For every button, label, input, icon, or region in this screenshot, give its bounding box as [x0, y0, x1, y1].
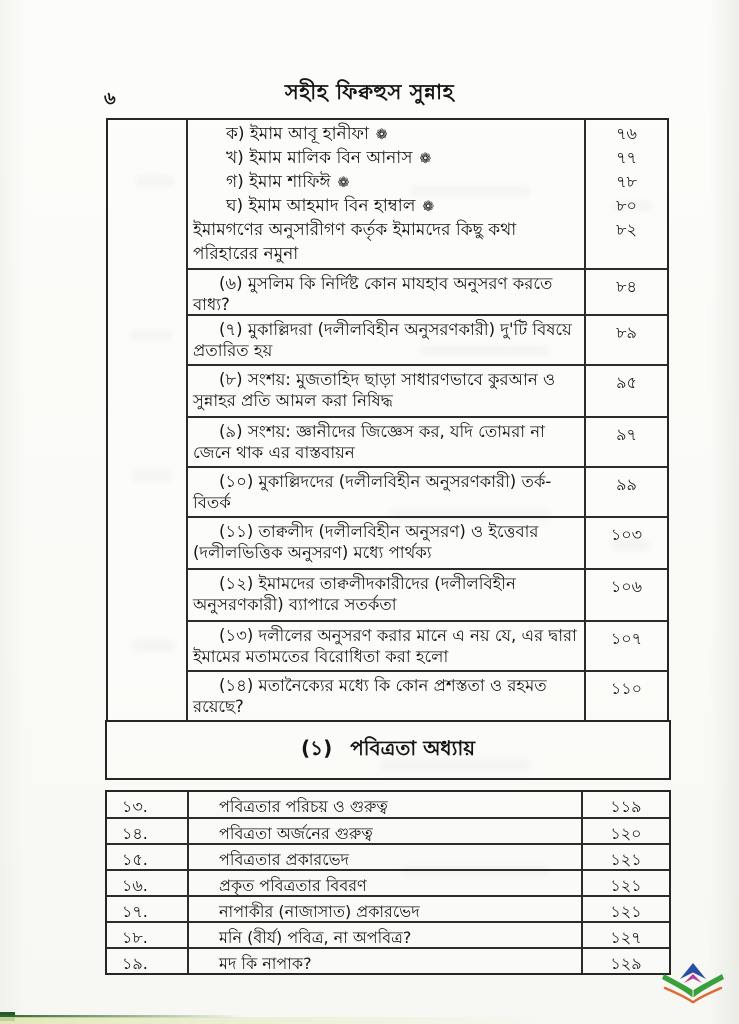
toc-entry-page: ১১০	[610, 679, 643, 698]
toc-entry	[188, 194, 584, 218]
toc-entry	[188, 122, 584, 146]
toc-entry-text: (৮) সংশয়: মুজতাহিদ ছাড়া সাধারণভাবে কুরআন ও সুন্নাহর প্রতি আমল করা নিষিদ্ধ	[188, 366, 586, 416]
toc-entry-text: ক) ইমাম আবূ হানীফা	[226, 124, 369, 144]
toc-entry-page: ৯৭	[616, 425, 637, 444]
imam-group-content	[188, 120, 586, 268]
toc-entry-serial: ১৮.	[107, 923, 189, 947]
chapter-heading-box	[105, 720, 671, 780]
toc-entry-text: (১৩) দলীলের অনুসরণ করার মানে এ নয় যে, এর দ্বারা ইমামের মতামতের বিরোধিতা করা হলো	[188, 622, 586, 670]
toc-entry-serial: ১৪.	[107, 819, 189, 843]
toc-entry-text: (৬) মুসলিম কি নির্দিষ্ট কোন মাযহাব অনুসরণ করতে বাধ্য?	[188, 270, 586, 314]
toc-entry-text: নাপাকীর (নাজাসাত) প্রকারভেদ	[189, 897, 583, 921]
toc-row	[188, 670, 667, 720]
toc-row	[107, 869, 669, 895]
toc-entry-serial: ১৯.	[107, 949, 189, 973]
toc-entry-page: ৭৭	[616, 148, 637, 167]
toc-row	[107, 792, 669, 817]
toc-entry-text: পবিত্রতা অর্জনের গুরুত্ব	[189, 819, 583, 843]
toc-top-rows	[188, 120, 667, 720]
toc-row	[188, 466, 667, 516]
rahimahullah-mark-icon: ❁	[337, 175, 350, 191]
scan-edge-artifact	[0, 1017, 720, 1024]
toc-entry-text: ইমামগণের অনুসারীগণ কর্তৃক ইমামদের কিছু কথা পরিহারের নমুনা	[193, 220, 517, 264]
toc-entry-page: ৮৯	[616, 323, 637, 342]
toc-entry-text: (১২) ইমামদের তাক্বলীদকারীদের (দলীলবিহীন অনুসরণকারী) ব্যাপারে সতর্কতা	[188, 570, 586, 620]
toc-entry-page: ১২১	[610, 850, 642, 869]
toc-row	[107, 817, 669, 843]
toc-entry-text: (১১) তাক্বলীদ (দলীলবিহীন অনুসরণ) ও ইত্তেবার (দলীলভিত্তিক অনুসরণ) মধ্যে পার্থক্য	[188, 518, 586, 568]
toc-row	[107, 947, 669, 973]
toc-row	[107, 895, 669, 921]
toc-entry-serial: ১৭.	[107, 897, 189, 921]
toc-row	[188, 516, 667, 568]
imam-group-row	[188, 120, 667, 268]
toc-entry-text: খ) ইমাম মালিক বিন আনাস	[226, 148, 413, 168]
toc-table-chapter	[105, 790, 671, 975]
toc-entry	[188, 170, 584, 194]
toc-entry-page: ১২৯	[610, 954, 642, 973]
toc-entry-text: (১০) মুকাল্লিদদের (দলীলবিহীন অনুসরণকারী) তর্ক-বিতর্ক	[188, 468, 586, 516]
toc-entry-text: (৯) সংশয়: জ্ঞানীদের জিজ্ঞেস কর, যদি তোমরা না জেনে থাক এর বাস্তবায়ন	[188, 418, 586, 466]
rahimahullah-mark-icon: ❁	[375, 127, 388, 143]
toc-entry-serial: ১৫.	[107, 845, 189, 869]
toc-entry-page: ১২১	[610, 876, 642, 895]
toc-entry-text: মদ কি নাপাক?	[189, 949, 583, 973]
toc-row	[188, 416, 667, 466]
rahimahullah-mark-icon: ❁	[419, 151, 432, 167]
toc-entry-page: ১১৯	[610, 797, 642, 816]
toc-row	[107, 843, 669, 869]
toc-table-top	[106, 118, 669, 722]
toc-entry-page: ১২০	[610, 824, 642, 843]
toc-entry-serial: ১৩.	[107, 792, 189, 817]
toc-entry-text: প্রকৃত পবিত্রতার বিবরণ	[189, 871, 583, 895]
toc-entry-text: ঘ) ইমাম আহমাদ বিন হাম্বাল	[226, 196, 416, 216]
toc-entry-text: (১৪) মতানৈক্যের মধ্যে কি কোন প্রশস্ততা ও রহমত রয়েছে?	[188, 672, 586, 720]
toc-entry-page: ১২৭	[610, 928, 642, 947]
toc-row	[188, 620, 667, 670]
toc-entry-text: পবিত্রতার প্রকারভেদ	[189, 845, 583, 869]
toc-row	[188, 268, 667, 314]
toc-entry-text: গ) ইমাম শাফিঈ	[226, 172, 331, 192]
rahimahullah-mark-icon: ❁	[422, 199, 435, 215]
toc-entry-text: মনি (বীর্য) পবিত্র, না অপবিত্র?	[189, 923, 583, 947]
serial-column-empty	[108, 120, 188, 720]
page-number: ৬	[104, 88, 116, 109]
toc-entry-page: ৮২	[616, 220, 637, 239]
imam-group-pages	[586, 120, 667, 268]
chapter-title: পবিত্রতা অধ্যায়	[350, 735, 476, 760]
toc-row	[107, 921, 669, 947]
toc-entry-page: ৭৬	[616, 124, 637, 143]
toc-entry-page: ১০৬	[610, 577, 643, 596]
toc-entry-page: ৭৮	[616, 172, 637, 191]
toc-row	[188, 568, 667, 620]
toc-entry-page: ১০৭	[610, 629, 643, 648]
toc-entry-page: ৮৪	[616, 277, 637, 296]
toc-entry-page: ৮০	[616, 196, 637, 215]
toc-entry-page: ৯৯	[616, 475, 637, 494]
toc-entry-text: (৭) মুকাল্লিদরা (দলীলবিহীন অনুসরণকারী) দু'টি বিষয়ে প্রতারিত হয়	[188, 316, 586, 364]
toc-entry-serial: ১৬.	[107, 871, 189, 895]
book-title: সহীহ ফিক্বহুস সুন্নাহ	[284, 80, 455, 104]
toc-entry-page: ১০৩	[610, 525, 643, 544]
toc-entry	[188, 146, 584, 170]
chapter-number: (১)	[300, 735, 333, 760]
toc-entry-page: ৯৫	[616, 373, 637, 392]
publisher-logo-book-icon	[661, 962, 725, 1012]
toc-row	[188, 314, 667, 364]
toc-entry-page: ১২১	[610, 902, 642, 921]
toc-row	[188, 364, 667, 416]
toc-entry-text: পবিত্রতার পরিচয় ও গুরুত্ব	[189, 792, 583, 817]
